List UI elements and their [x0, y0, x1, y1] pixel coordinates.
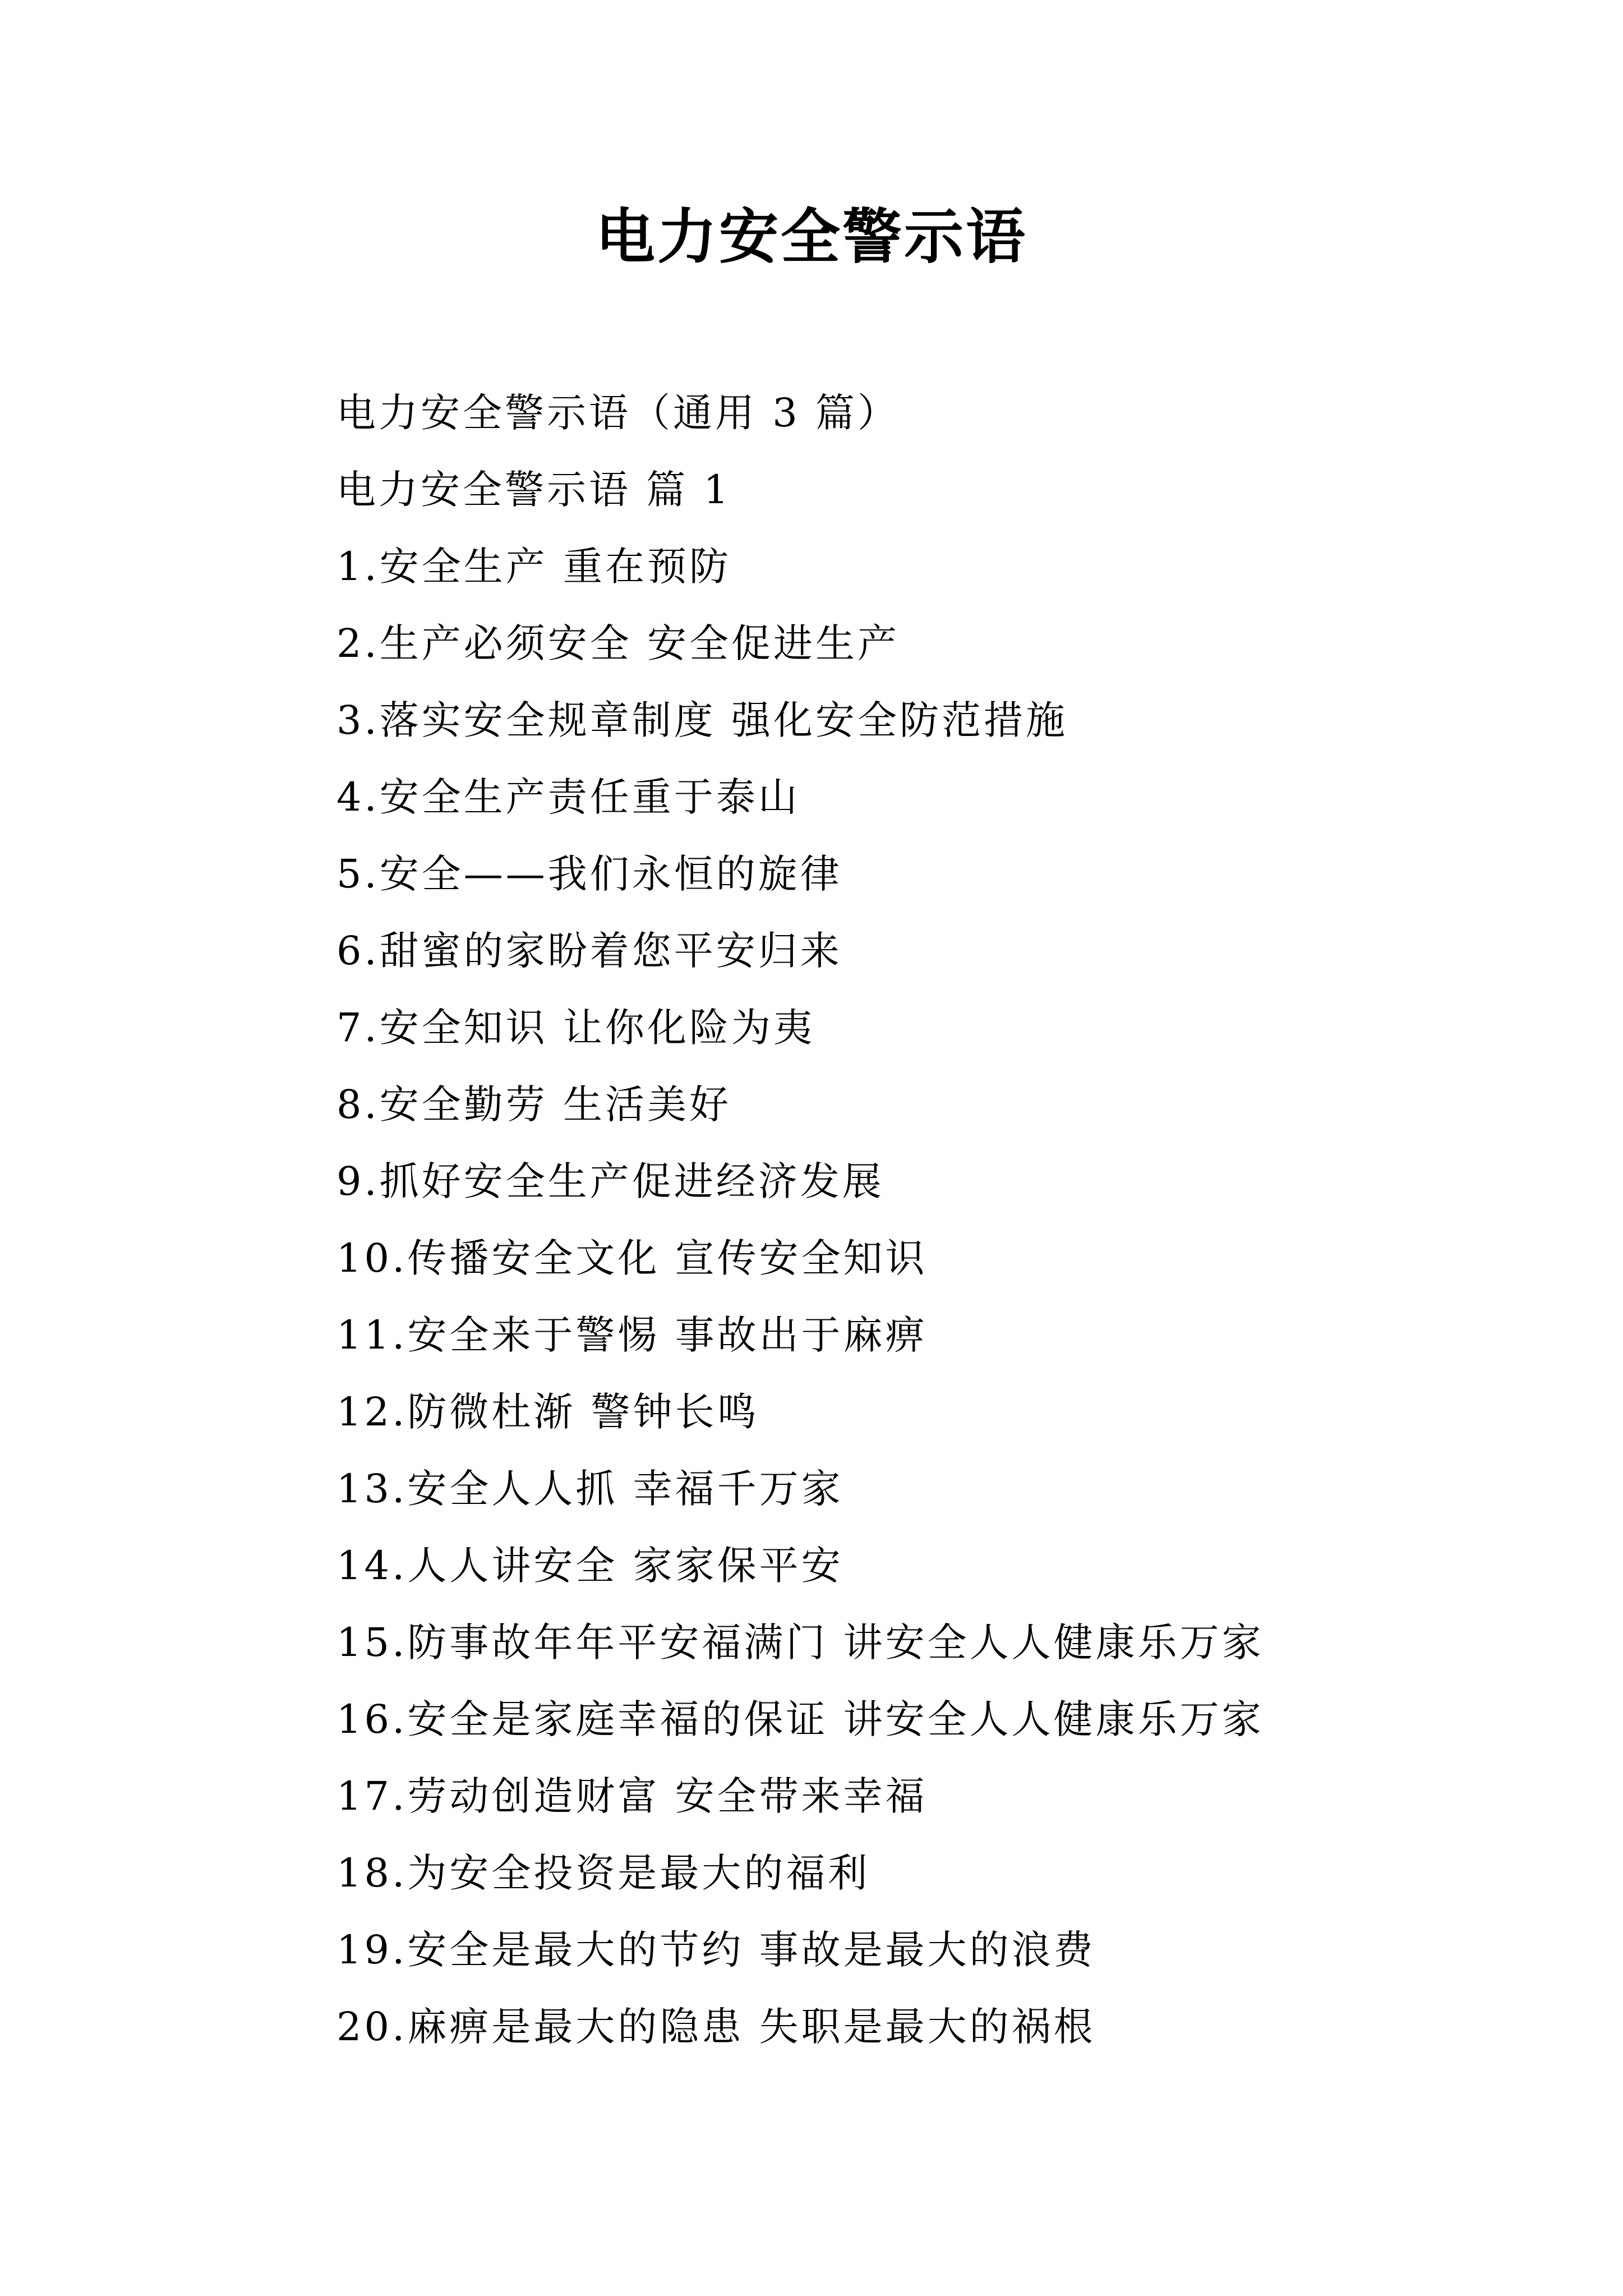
list-item: 3.落实安全规章制度 强化安全防范措施	[336, 697, 1068, 743]
document-body	[336, 375, 1514, 2065]
list-item: 1.安全生产 重在预防	[336, 544, 732, 590]
document-title: 电力安全警示语	[596, 201, 1027, 272]
list-item: 7.安全知识 让你化险为夷	[336, 1005, 816, 1051]
list-item: 6.甜蜜的家盼着您平安归来	[336, 928, 842, 974]
list-item: 9.抓好安全生产促进经济发展	[336, 1158, 884, 1204]
list-item: 8.安全勤劳 生活美好	[336, 1082, 732, 1128]
list-item: 15.防事故年年平安福满门 讲安全人人健康乐万家	[336, 1619, 1264, 1665]
list-item: 14.人人讲安全 家家保平安	[336, 1543, 843, 1589]
list-item: 5.安全——我们永恒的旋律	[336, 851, 842, 897]
list-item: 12.防微杜渐 警钟长鸣	[336, 1389, 759, 1435]
list-item: 2.生产必须安全 安全促进生产	[336, 620, 900, 666]
list-item: 17.劳动创造财富 安全带来幸福	[336, 1773, 928, 1819]
list-item: 18.为安全投资是最大的福利	[336, 1850, 870, 1896]
list-item: 10.传播安全文化 宣传安全知识	[336, 1235, 928, 1281]
list-item: 16.安全是家庭幸福的保证 讲安全人人健康乐万家	[336, 1696, 1264, 1742]
list-item: 19.安全是最大的节约 事故是最大的浪费	[336, 1927, 1096, 1973]
list-item: 20.麻痹是最大的隐患 失职是最大的祸根	[336, 2004, 1096, 2050]
list-item: 11.安全来于警惕 事故出于麻痹	[336, 1312, 928, 1358]
list-item: 4.安全生产责任重于泰山	[336, 774, 800, 820]
list-item: 13.安全人人抓 幸福千万家	[336, 1466, 843, 1512]
document-subtitle: 电力安全警示语（通用 3 篇）	[336, 390, 900, 436]
section-heading: 电力安全警示语 篇 1	[336, 467, 732, 513]
